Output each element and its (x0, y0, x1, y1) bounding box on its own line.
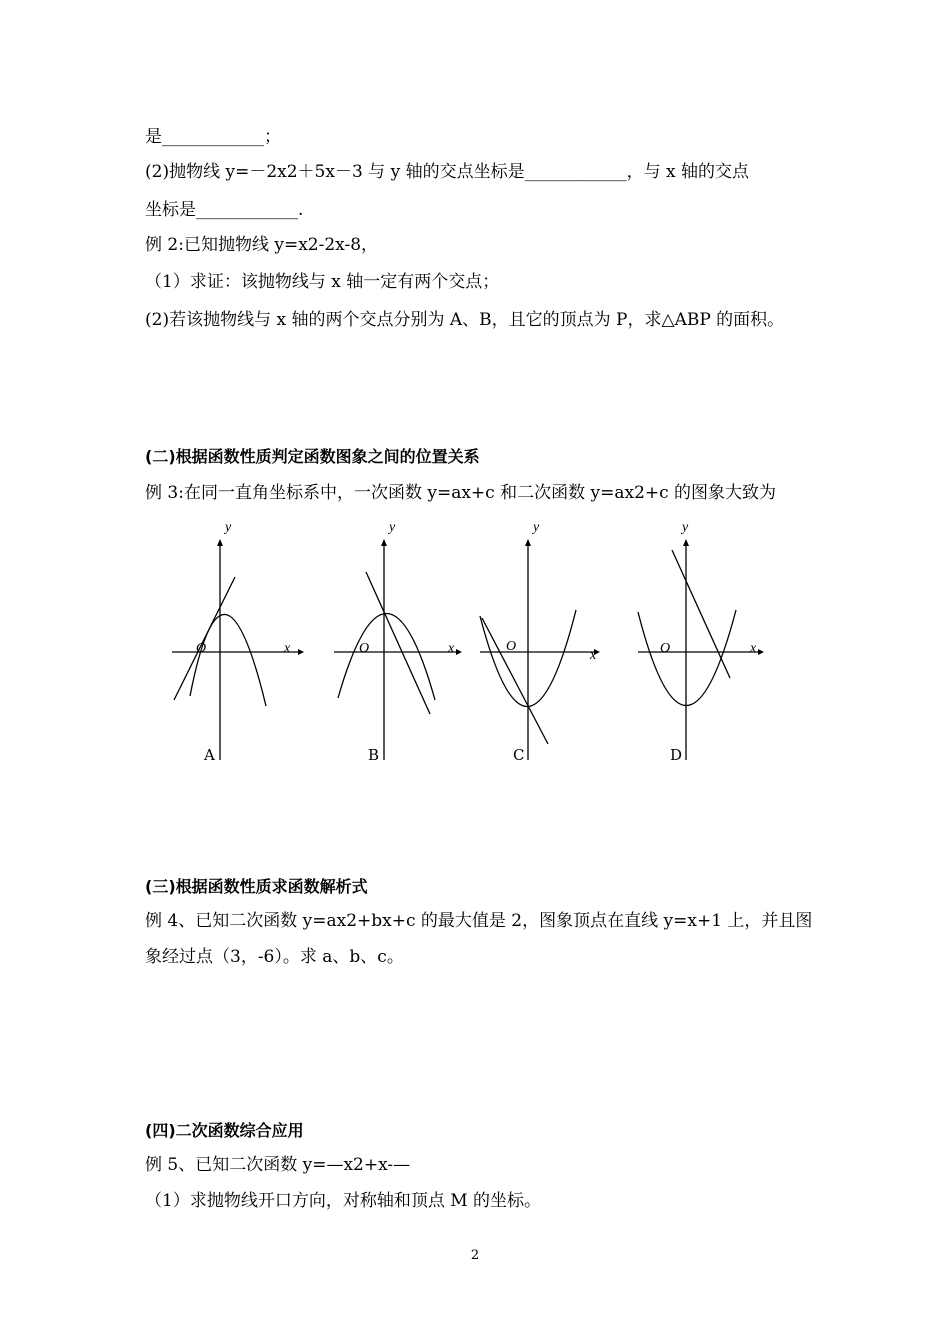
straight-line (482, 618, 548, 744)
option-label: B (368, 746, 380, 764)
x-axis-label: x (590, 648, 597, 663)
section-heading-2: (二)根据函数性质判定函数图象之间的位置关系 (145, 447, 480, 466)
graph-option-a (168, 520, 308, 764)
origin-label: O (196, 641, 207, 656)
text-line-7: 例 3:在同一直角坐标系中，一次函数 y=ax+c 和二次函数 y=ax2+c 的图象大致为 (145, 483, 777, 503)
y-axis-label: y (682, 520, 689, 535)
text-line-3: 坐标是____________. (145, 200, 304, 220)
y-axis-arrow (683, 539, 689, 546)
parabola (338, 613, 435, 700)
origin-label: O (506, 639, 517, 654)
straight-line (174, 577, 235, 700)
section-heading-4: (四)二次函数综合应用 (145, 1121, 304, 1140)
y-axis-arrow (381, 539, 387, 546)
y-axis-label: y (225, 520, 232, 535)
text-line-8: 例 4、已知二次函数 y=ax2+bx+c 的最大值是 2，图象顶点在直线 y=x+1 上，并且图 (145, 911, 813, 931)
origin-label: O (359, 641, 370, 656)
text-line-4: 例 2:已知抛物线 y=x2-2x-8， (145, 235, 379, 255)
graph-option-d (634, 520, 774, 764)
x-axis-label: x (750, 641, 757, 656)
text-line-10: 例 5、已知二次函数 y=—x2+x-— (145, 1155, 411, 1175)
page-number: 2 (470, 1248, 480, 1263)
y-axis-arrow (217, 539, 223, 546)
text-line-11: （1）求抛物线开口方向，对称轴和顶点 M 的坐标。 (145, 1191, 542, 1211)
text-line-6: (2)若该抛物线与 x 轴的两个交点分别为 A、B，且它的顶点为 P，求△ABP 的面积。 (145, 310, 785, 330)
y-axis-label: y (389, 520, 396, 535)
graph-b-figure (332, 520, 472, 760)
option-label: A (204, 746, 215, 764)
y-axis-label: y (533, 520, 540, 535)
straight-line (672, 550, 730, 678)
x-axis-arrow (456, 649, 462, 655)
section-heading-3: (三)根据函数性质求函数解析式 (145, 877, 368, 896)
graph-d-figure (634, 520, 774, 760)
x-axis-label: x (284, 641, 291, 656)
text-line-9: 象经过点（3，-6）。求 a、b、c。 (145, 947, 404, 967)
x-axis-arrow (758, 649, 764, 655)
x-axis-label: x (448, 641, 455, 656)
text-line-5: （1）求证：该抛物线与 x 轴一定有两个交点； (145, 272, 500, 292)
x-axis-arrow (298, 649, 304, 655)
text-line-1: 是____________； (145, 127, 281, 147)
option-label: D (670, 746, 683, 764)
origin-label: O (660, 641, 671, 656)
graph-option-c (476, 520, 616, 764)
graph-c-figure (476, 520, 616, 760)
y-axis-arrow (525, 539, 531, 546)
option-label: C (513, 746, 525, 764)
graph-a-figure (168, 520, 308, 760)
text-line-2: (2)抛物线 y=－2x2＋5x－3 与 y 轴的交点坐标是____________，与 x 轴的交点 (145, 162, 749, 182)
straight-line (366, 572, 430, 714)
graph-option-b (332, 520, 472, 764)
parabola (190, 614, 266, 706)
